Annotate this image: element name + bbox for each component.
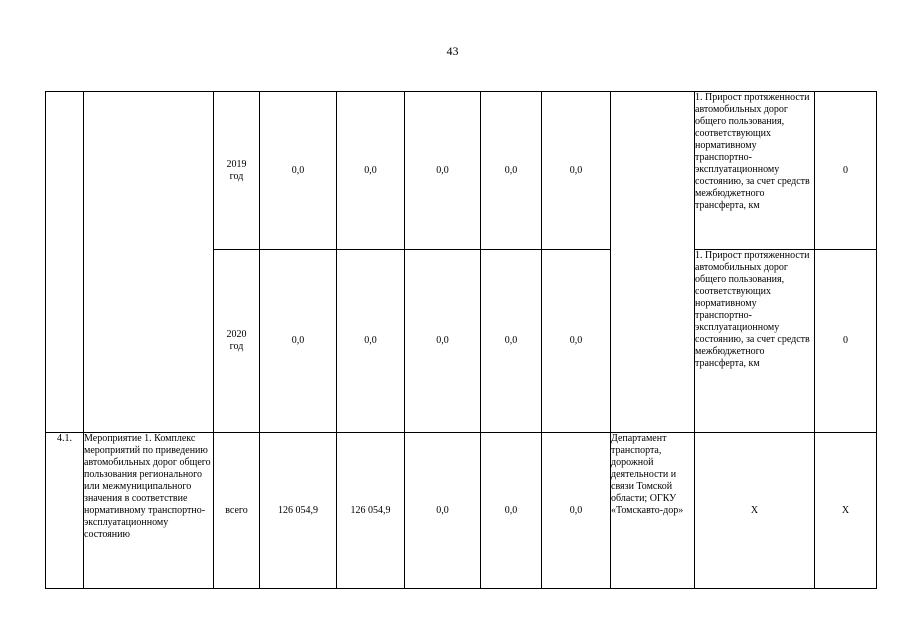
- indicator-cell: 1. Прирост протяженности автомобильных дорог общего пользования, соответствующих нормативному транспортно-эксплуатационному состоянию, за счет средств межбюджетного трансферта, км: [695, 92, 815, 250]
- value-cell: 126 054,9: [260, 433, 337, 589]
- index-cell: 4.1.: [46, 433, 84, 589]
- indicator-value-cell: X: [815, 433, 877, 589]
- indicator-value-cell: 0: [815, 92, 877, 250]
- indicator-cell: 1. Прирост протяженности автомобильных дорог общего пользования, соответствующих нормативному транспортно-эксплуатационному состоянию, за счет средств межбюджетного трансферта, км: [695, 250, 815, 433]
- table-row-4-1: [46, 433, 877, 589]
- index-cell-empty: [46, 92, 84, 433]
- executor-cell-empty: [611, 92, 695, 433]
- value-cell: 0,0: [405, 92, 481, 250]
- value-cell: 0,0: [260, 92, 337, 250]
- description-cell-empty: [84, 92, 214, 433]
- value-cell: 0,0: [260, 250, 337, 433]
- value-cell: 0,0: [481, 250, 542, 433]
- page-number: 43: [446, 44, 459, 58]
- year-cell: [214, 250, 260, 433]
- year-cell: всего: [214, 433, 260, 589]
- description-cell: Мероприятие 1. Комплекс мероприятий по приведению автомобильных дорог общего пользования регионального или межмуниципального значения в соответствие нормативному транспортно-эксплуатационному состоянию: [84, 433, 214, 589]
- value-cell: 0,0: [405, 433, 481, 589]
- year-label: 2019 год: [226, 158, 247, 182]
- value-cell: 126 054,9: [337, 433, 405, 589]
- value-cell: 0,0: [542, 92, 611, 250]
- table-row-2019: [46, 92, 877, 250]
- value-cell: 0,0: [337, 92, 405, 250]
- value-cell: 0,0: [481, 433, 542, 589]
- value-cell: 0,0: [542, 250, 611, 433]
- value-cell: 0,0: [337, 250, 405, 433]
- value-cell: 0,0: [405, 250, 481, 433]
- value-cell: 0,0: [481, 92, 542, 250]
- year-label: 2020 год: [226, 329, 247, 352]
- value-cell: 0,0: [542, 433, 611, 589]
- program-table: [45, 91, 877, 589]
- indicator-value-cell: 0: [815, 250, 877, 433]
- executor-cell: Департамент транспорта, дорожной деятельности и связи Томской области; ОГКУ «Томскавто-дор»: [611, 433, 695, 589]
- indicator-cell: X: [695, 433, 815, 589]
- year-cell: [214, 92, 260, 250]
